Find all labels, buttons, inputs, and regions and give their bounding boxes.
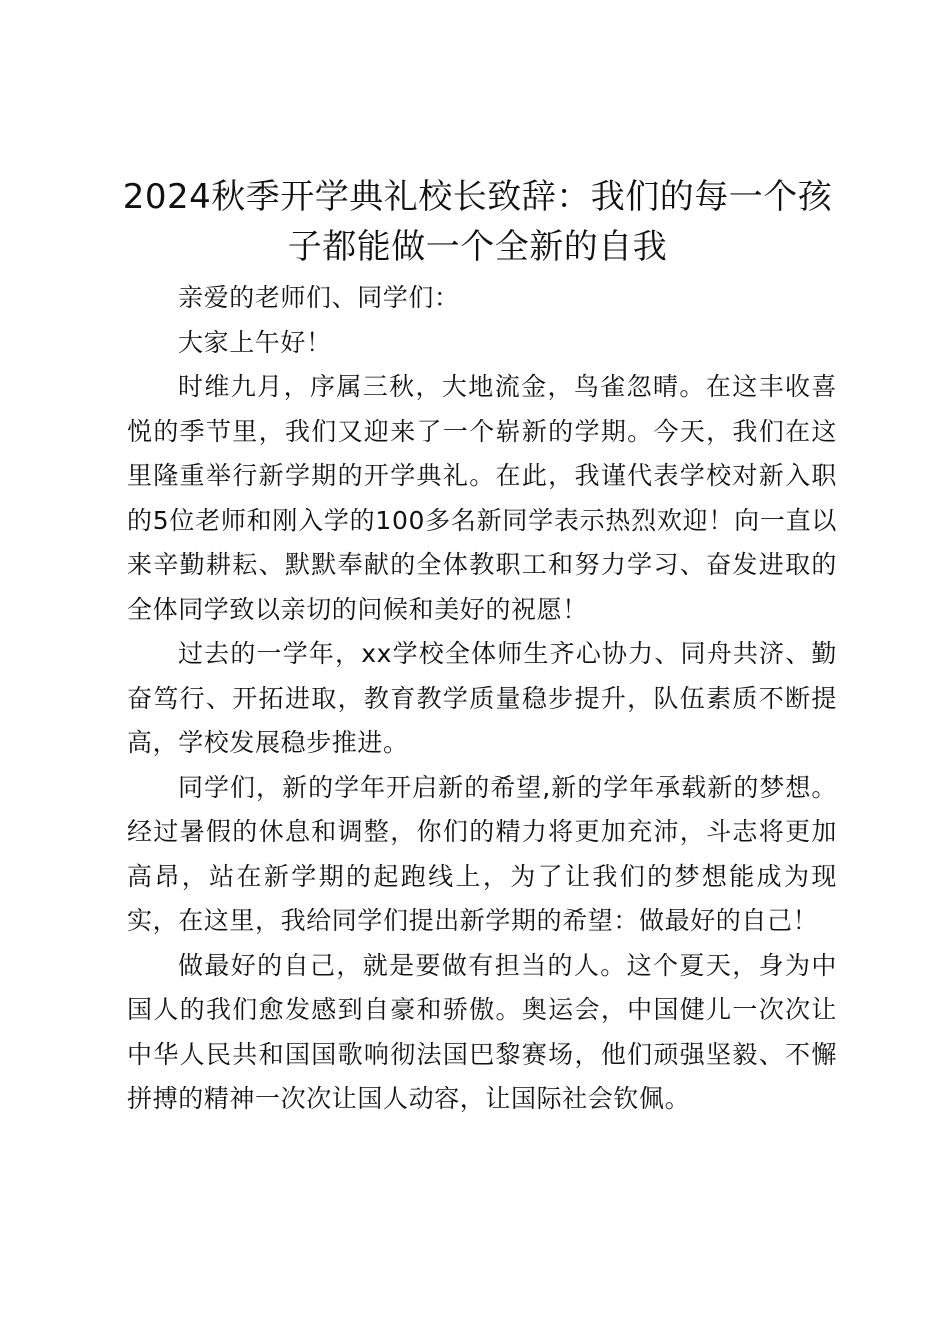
greeting: 大家上午好！ — [178, 327, 332, 357]
salutation: 亲爱的老师们、同学们： — [178, 283, 460, 312]
document-title: 2024秋季开学典礼校长致辞：我们的每一个孩子都能做一个全新的自我 — [122, 177, 833, 267]
paragraph-responsibility: 做最好的自己，就是要做有担当的人。这个夏天，身为中国人的我们愈发感到自豪和骄傲。奥运会，中国健儿一次次让中华人民共和国国歌响彻法国巴黎赛场，他们顽强坚毅、不懈拼搏的精神一次次让国人动容，让国际社会钦佩。 — [127, 950, 837, 1113]
document-body — [127, 276, 837, 1122]
paragraph-hope: 同学们，新的学年开启新的希望,新的学年承载新的梦想。经过暑假的休息和调整，你们的精力将更加充沛，斗志将更加高昂，站在新学期的起跑线上，为了让我们的梦想能成为现实，在这里，我给同学们提出新学期的希望：做最好的自己！ — [127, 772, 837, 935]
paragraph-opening: 时维九月，序属三秋，大地流金，鸟雀忽晴。在这丰收喜悦的季节里，我们又迎来了一个崭新的学期。今天，我们在这里隆重举行新学期的开学典礼。在此，我谨代表学校对新入职的5位老师和刚入学的100多名新同学表示热烈欢迎！向一直以来辛勤耕耘、默默奉献的全体教职工和努力学习、奋发进取的全体同学致以亲切的问候和美好的祝愿！ — [127, 372, 837, 624]
paragraph-review: 过去的一学年，xx学校全体师生齐心协力、同舟共济、勤奋笃行、开拓进取，教育教学质量稳步提升，队伍素质不断提高，学校发展稳步推进。 — [127, 639, 837, 757]
